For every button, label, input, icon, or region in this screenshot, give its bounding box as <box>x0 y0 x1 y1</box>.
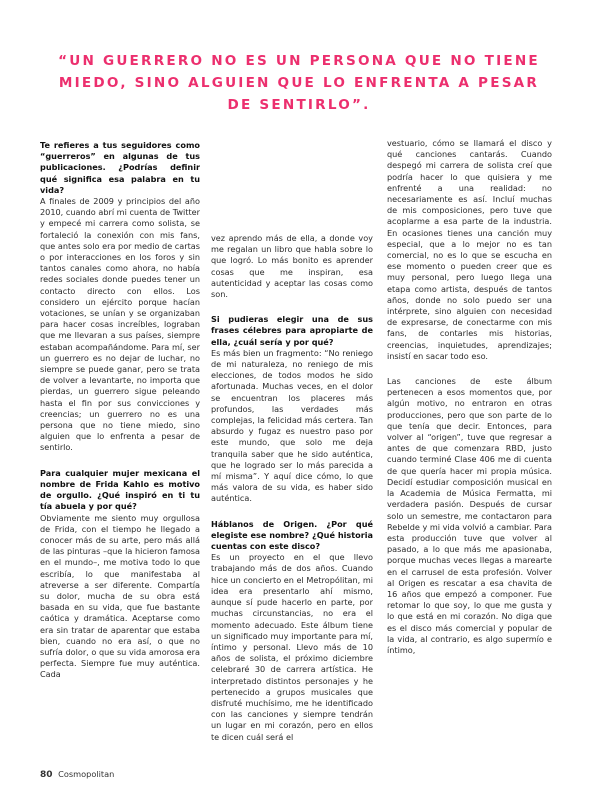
question-3: Si pudieras elegir una de sus frases célebres para apropiarte de ella, ¿cuál sería y por qué? <box>211 314 373 347</box>
answer-5: Las canciones de este álbum pertenecen a esos momentos que, por algún motivo, no entraron en otras producciones, pero que son parte de lo que tenía que decir. Entonces, para volver al “origen”, tuve que regresar a antes de que comenzara RBD, justo cuando terminé Clase 406 me di cuenta de que quería hacer mi propia música. Decidí estudiar composición musical en la Academia de Música Fermatta, mi verdadera pasión. Después de cursar solo un semestre, me contactaron para Rebelde y mi vida volvió a cambiar. Para esta producción tuve que volver al pasado, a lo que más me apasionaba, porque muchas veces llegas a marearte en el carrusel de esta profesión. Volver al Origen es rescatar a esa chavita de 16 años que empezó a componer. Fue retomar lo que soy, lo que me gusta y lo que está en mi corazón. No diga que es el disco más comercial y popular de la vida, al contrario, es algo supermío e íntimo, <box>387 376 552 655</box>
page-footer <box>40 769 114 780</box>
answer-1: A finales de 2009 y principios del año 2010, cuando abrí mi cuenta de Twitter y empecé mi carrera como solista, se fortaleció la conexión con mis fans, que antes solo era por medio de cartas o por interacciones en los foros y sin tantos canales como ahora, no había redes sociales donde puedes tener un contacto directo con ellos. Los considero un ejército porque hacían votaciones, se unían y se organizaban para hacer cosas increíbles, lograban que me llevaran a sus países, siempre estaban acompañándome. Para mí, ser un guerrero es no dejar de luchar, no siempre se puede ganar, pero se trata de volver a levantarte, no importa que pierdas, un guerrero sigue peleando hasta el fin por sus convicciones y creencias; un guerrero no es una persona que no tiene miedo, sino alguien que lo enfrenta a pesar de sentirlo. <box>40 196 200 453</box>
pull-quote: “UN GUERRERO NO ES UN PERSONA QUE NO TIENE MIEDO, SINO ALGUIEN QUE LO ENFRENTA A PESAR DE SENTIRLO”. <box>58 53 540 113</box>
answer-4: Es un proyecto en el que llevo trabajando más de dos años. Cuando hice un concierto en el Metropólitan, mi idea era presentarlo ahí mismo, aunque sí pude hacerlo en parte, por muchas circunstancias, no era el momento adecuado. Este álbum tiene un significado muy importante para mí, íntimo y personal. Llevo más de 10 años de solista, el próximo diciembre celebraré 30 de carrera artística. He interpretado distintos personajes y he pertenecido a grupos musicales que disfruté muchísimo, me he identificado con las canciones y siempre tendrán un lugar en mi corazón, pero en ellos te dicen cuál será el <box>211 552 373 742</box>
answer-2-continued: vez aprendo más de ella, a donde voy me regalan un libro que habla sobre lo que logró. Lo más bonito es aprender cosas que me inspiran, esa autenticidad y aceptar las cosas como son. <box>211 233 373 300</box>
page-number: 80 <box>40 770 53 780</box>
question-1: Te refieres a tus seguidores como “guerreros” en algunas de tus publicaciones. ¿Podrías definir qué significa esa palabra en tu vida? <box>40 140 200 195</box>
answer-3: Es más bien un fragmento: “No reniego de mi naturaleza, no reniego de mis elecciones, de todos modos he sido afortunada. Muchas veces, en el dolor se encuentran los placeres más profundos, las verdades más complejas, la felicidad más certera. Tan absurdo y fugaz es nuestro paso por este mundo, que solo me deja tranquila saber que he sido auténtica, que he logrado ser lo más parecida a mí misma”. Y aquí dice cómo, lo que más valora de su vida, es haber sido auténtica. <box>211 347 373 504</box>
column-1 <box>40 140 200 681</box>
column-2 <box>211 233 373 743</box>
answer-2: Obviamente me siento muy orgullosa de Frida, con el tiempo he llegado a conocer más de su arte, pero más allá de las pinturas –que la hicieron famosa en el mundo–, me motiva todo lo que escribía, lo que manifestaba al atreverse a ser diferente. Compartía su dolor, mucha de su obra está basada en su vida, que fue bastante caótica y dramática. Aceptarse como era sin tratar de aparentar que estaba bien, cuando no era así, o que no sufría dolor, o que su vida amorosa era perfecta. Siempre fue muy auténtica. Cada <box>40 512 200 680</box>
question-2: Para cualquier mujer mexicana el nombre de Frida Kahlo es motivo de orgullo. ¿Qué inspiró en ti tu tía abuela y por qué? <box>40 467 200 512</box>
magazine-name: Cosmopolitan <box>58 769 115 779</box>
column-3 <box>387 138 552 656</box>
question-4: Háblanos de Origen. ¿Por qué elegiste ese nombre? ¿Qué historia cuentas con este disco? <box>211 518 373 552</box>
answer-4-continued: vestuario, cómo se llamará el disco y qué canciones cantarás. Cuando despegó mi carrera de solista creí que podría hacer lo que quisiera y me enfrenté a una realidad: no necesariamente es así. Incluí muchas de mis composiciones, pero tuve que acoplarme a esa parte de la industria. En ocasiones tienes una canción muy especial, que a lo mejor no es tan comercial, no es lo que se escucha en ese momento o pueden creer que es muy personal, pero luego llega una etapa como artista, después de tantos años, donde no solo puedo ser una intérprete, sino alguien con necesidad de expresarse, de conectarme con mis fans, de contarles mis historias, creencias, inquietudes, aprendizajes; insistí en sacar todo eso. <box>387 138 552 361</box>
